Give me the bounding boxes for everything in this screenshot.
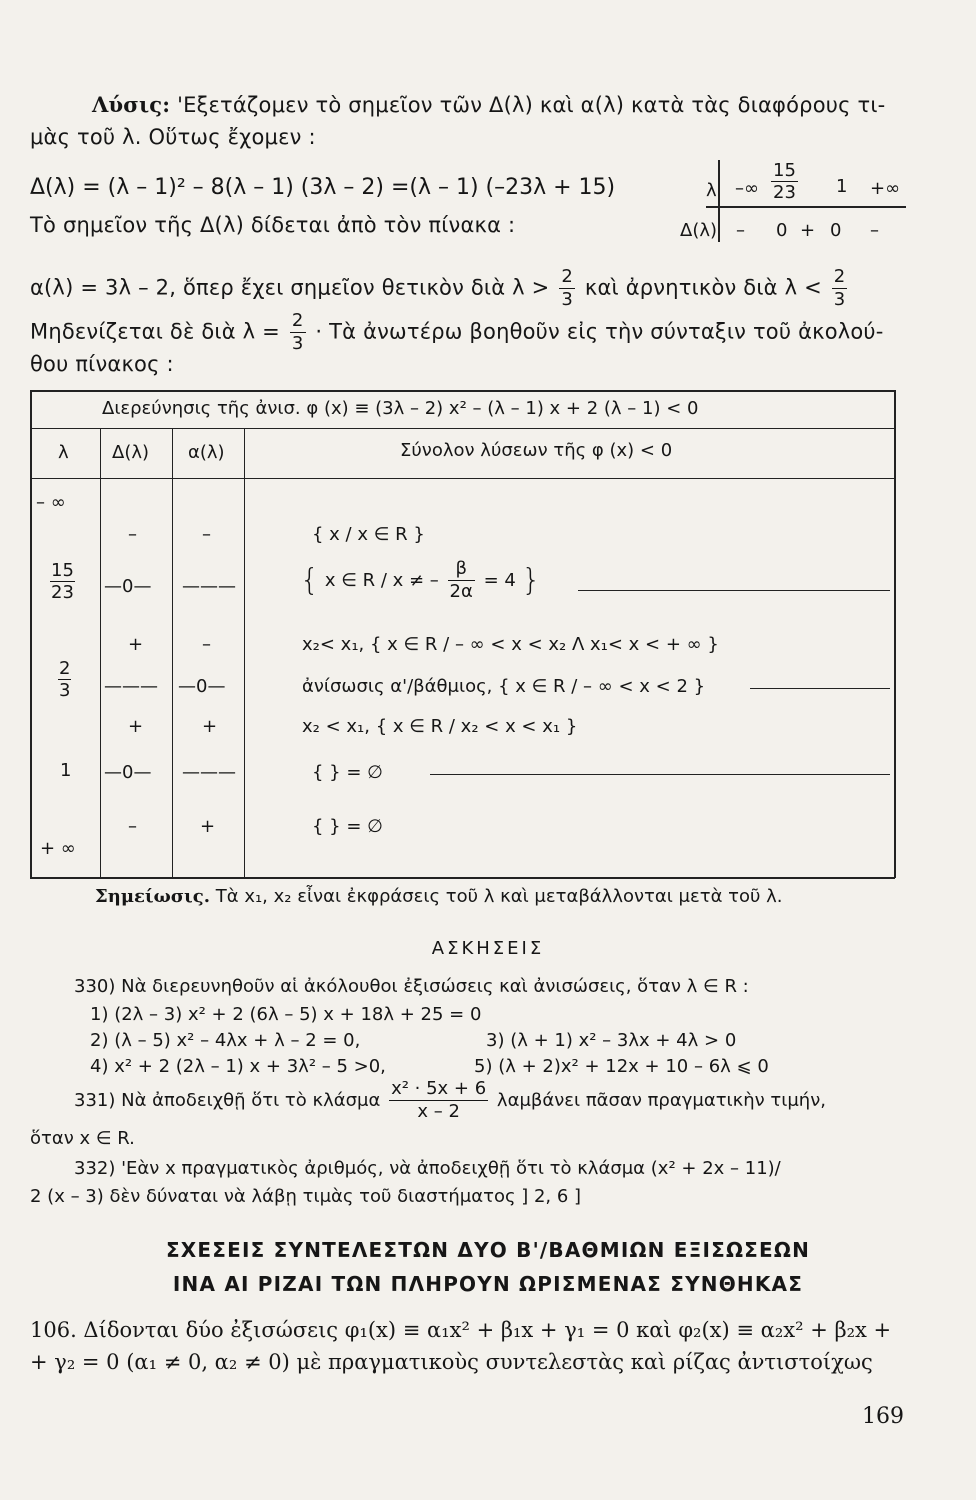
- row2-solution: { x ∈ R / x ≠ – $\frac{\beta}{2\alpha}$ = 4 }: [300, 558, 541, 602]
- mini-sign-2: +: [800, 220, 816, 241]
- row7-delta: –: [128, 816, 137, 837]
- mini-fraction: [771, 160, 798, 203]
- zero-line-c: θου πίνακος :: [30, 352, 174, 376]
- mini-sign-1: –: [736, 220, 745, 241]
- table-bottom-border: [30, 877, 895, 879]
- alpha-frac-2-den: 3: [833, 289, 846, 310]
- exercise-331-b: λαμβάνει πᾶσαν πραγματικὴν τιμήν,: [496, 1090, 826, 1111]
- lambda-minus-inf: – ∞: [36, 492, 66, 513]
- lambda-plus-inf: + ∞: [40, 838, 76, 859]
- paragraph-106-line-2: + γ₂ = 0 (α₁ ≠ 0, α₂ ≠ 0) μὲ πραγματικοὺς συντελεστὰς καὶ ρίζας ἀντιστοίχως: [30, 1350, 873, 1374]
- alpha-frac-1-num: 2: [561, 266, 574, 287]
- alpha-frac-1: [559, 268, 575, 309]
- mini-vertical-rule: [718, 160, 720, 242]
- zero-frac: [290, 312, 306, 353]
- row1-alpha: –: [202, 524, 211, 545]
- exercise-331: [74, 1080, 826, 1121]
- row2-dash-rule: [578, 590, 890, 591]
- delta-expression: Δ(λ) = (λ – 1)² – 8(λ – 1) (3λ – 2) =(λ – 1) (–23λ + 15): [30, 175, 616, 200]
- mini-minus-inf: –∞: [735, 178, 759, 199]
- solution-label: Λύσις:: [92, 92, 171, 117]
- lambda-frac-15-23: [50, 560, 75, 603]
- row7-alpha: +: [200, 816, 216, 837]
- table-col-rule-1: [100, 428, 101, 878]
- mini-plus-inf: +∞: [870, 178, 901, 199]
- row4-solution: ἀνίσωσις α'/βάθμιος, { x ∈ R / – ∞ < x < 2 }: [302, 676, 706, 697]
- row5-alpha: +: [202, 716, 218, 737]
- table-col-rule-3: [244, 428, 245, 878]
- note-text: Τὰ x₁, x₂ εἶναι ἐκφράσεις τοῦ λ καὶ μεταβάλλονται μετὰ τοῦ λ.: [215, 886, 783, 907]
- lambda-frac-2-3: [58, 658, 71, 701]
- table-right-border: [894, 390, 896, 878]
- exercise-330: 330) Νὰ διερευνηθοῦν αἱ ἀκόλουθοι ἐξισώσεις καὶ ἀνισώσεις, ὅταν λ ∈ R :: [74, 976, 749, 997]
- mini-frac-den: 23: [773, 182, 796, 203]
- intro-line-1-text: 'Εξετάζομεν τὸ σημεῖον τῶν Δ(λ) καὶ α(λ) κατὰ τὰς διαφόρους τι-: [177, 93, 886, 117]
- mini-lambda: λ: [706, 180, 717, 201]
- row2-frac-den: 2α: [449, 581, 473, 602]
- row1-delta: –: [128, 524, 137, 545]
- header-solution-set: Σύνολον λύσεων τῆς φ (x) < 0: [400, 440, 673, 461]
- exercise-331-frac: [389, 1080, 488, 1121]
- row7-solution: { } = ∅: [312, 816, 383, 837]
- table-header-rule: [30, 478, 895, 479]
- table-col-rule-2: [172, 428, 173, 878]
- row6-solution: { } = ∅: [312, 762, 383, 783]
- alpha-line-text-b: καὶ ἀρνητικὸν διὰ λ <: [584, 275, 822, 300]
- row1-solution: { x / x ∈ R }: [312, 524, 425, 545]
- exercise-331-c: ὅταν x ∈ R.: [30, 1128, 135, 1149]
- section-title-1: ΣΧΕΣΕΙΣ ΣΥΝΤΕΛΕΣΤΩΝ ΔΥΟ Β'/ΒΑΘΜΙΩΝ ΕΞΙΣΩΣΕΩΝ: [165, 1238, 811, 1262]
- alpha-line-text-a: α(λ) = 3λ – 2, ὅπερ ἔχει σημεῖον θετικὸν διὰ λ >: [30, 275, 550, 300]
- row2-solution-b: = 4: [483, 570, 516, 591]
- mini-one: 1: [836, 176, 848, 197]
- row3-delta: +: [128, 634, 144, 655]
- row2-delta: —0—: [104, 576, 152, 597]
- mini-frac-num: 15: [773, 160, 796, 181]
- delta-sign-text: Τὸ σημεῖον τῆς Δ(λ) δίδεται ἀπὸ τὸν πίνακα :: [30, 213, 516, 237]
- exercise-330-3: 3) (λ + 1) x² – 3λx + 4λ > 0: [486, 1030, 737, 1051]
- header-delta: Δ(λ): [112, 442, 150, 463]
- row5-delta: +: [128, 716, 144, 737]
- exercise-332-a: 332) 'Εὰν x πραγματικὸς ἀριθμός, νὰ ἀποδειχθῇ ὅτι τὸ κλάσμα (x² + 2x – 11)/: [74, 1158, 781, 1179]
- header-lambda: λ: [58, 442, 69, 463]
- exercise-330-5: 5) (λ + 2)x² + 12x + 10 – 6λ ⩽ 0: [474, 1056, 769, 1077]
- exercise-331-a: 331) Νὰ ἀποδειχθῇ ὅτι τὸ κλάσμα: [74, 1090, 381, 1111]
- row2-alpha: ———: [182, 576, 236, 597]
- row2-solution-a: x ∈ R / x ≠ –: [324, 570, 439, 591]
- exercise-330-1: 1) (2λ – 3) x² + 2 (6λ – 5) x + 18λ + 25 = 0: [90, 1004, 482, 1025]
- mini-zero-2: 0: [830, 220, 842, 241]
- table-left-border: [30, 390, 32, 878]
- mini-delta-label: Δ(λ): [680, 220, 718, 241]
- table-top-border: [30, 390, 895, 392]
- exercise-331-den: x – 2: [417, 1101, 460, 1122]
- alpha-frac-2: [832, 268, 848, 309]
- row6-alpha: ———: [182, 762, 236, 783]
- exercise-330-2: 2) (λ – 5) x² – 4λx + λ – 2 = 0,: [90, 1030, 361, 1051]
- row2-frac-num: β: [448, 560, 475, 581]
- row4-delta: ———: [104, 676, 158, 697]
- zero-frac-den: 3: [291, 333, 304, 354]
- intro-line-2: μὰς τοῦ λ. Οὕτως ἔχομεν :: [30, 125, 316, 149]
- note: [95, 886, 783, 907]
- note-label: Σημείωσις.: [95, 886, 210, 907]
- row6-delta: —0—: [104, 762, 152, 783]
- row4-dash-rule: [750, 688, 890, 689]
- mini-sign-3: –: [870, 220, 879, 241]
- intro-line-1: [92, 92, 885, 117]
- row3-alpha: –: [202, 634, 211, 655]
- alpha-frac-1-den: 3: [561, 289, 574, 310]
- row6-dash-rule: [430, 774, 890, 775]
- zero-line: [30, 312, 884, 353]
- table-title: Διερεύνησις τῆς ἀνισ. φ (x) ≡ (3λ – 2) x² – (λ – 1) x + 2 (λ – 1) < 0: [102, 398, 699, 419]
- row2-frac: [448, 560, 475, 601]
- zero-frac-num: 2: [291, 310, 304, 331]
- exercise-330-4: 4) x² + 2 (2λ – 1) x + 3λ² – 5 >0,: [90, 1056, 386, 1077]
- row4-alpha: —0—: [178, 676, 226, 697]
- lambda-frac-2-den: 3: [59, 680, 71, 701]
- lambda-frac-2-num: 2: [59, 658, 71, 679]
- mini-horizontal-rule: [706, 206, 906, 208]
- header-alpha: α(λ): [188, 442, 225, 463]
- paragraph-106-line-1: 106. Δίδονται δύο ἐξισώσεις φ₁(x) ≡ α₁x² + β₁x + γ₁ = 0 καὶ φ₂(x) ≡ α₂x² + β₂x +: [30, 1318, 892, 1342]
- exercise-331-num: x² · 5x + 6: [391, 1078, 487, 1099]
- section-title-2: ΙΝΑ ΑΙ ΡΙΖΑΙ ΤΩΝ ΠΛΗΡΟΥΝ ΩΡΙΣΜΕΝΑΣ ΣΥΝΘΗΚΑΣ: [172, 1272, 804, 1296]
- alpha-frac-2-num: 2: [833, 266, 846, 287]
- lambda-one: 1: [60, 760, 72, 781]
- table-title-rule: [30, 428, 895, 429]
- alpha-line: [30, 268, 850, 309]
- zero-line-text-a: Μηδενίζεται δὲ διὰ λ =: [30, 319, 280, 344]
- row5-solution: x₂ < x₁, { x ∈ R / x₂ < x < x₁ }: [302, 716, 578, 737]
- lambda-frac-1-num: 15: [51, 560, 74, 581]
- exercises-title: ΑΣΚΗΣΕΙΣ: [431, 938, 545, 959]
- exercise-332-b: 2 (x – 3) δὲν δύναται νὰ λάβῃ τιμὰς τοῦ διαστήματος ] 2, 6 ]: [30, 1186, 582, 1207]
- mini-zero-1: 0: [776, 220, 788, 241]
- row3-solution: x₂< x₁, { x ∈ R / – ∞ < x < x₂ Λ x₁< x < + ∞ }: [302, 634, 719, 655]
- page-number: 169: [862, 1404, 904, 1429]
- zero-line-text-b: · Τὰ ἀνωτέρω βοηθοῦν εἰς τὴν σύνταξιν τοῦ ἀκολού-: [315, 319, 884, 344]
- lambda-frac-1-den: 23: [51, 582, 74, 603]
